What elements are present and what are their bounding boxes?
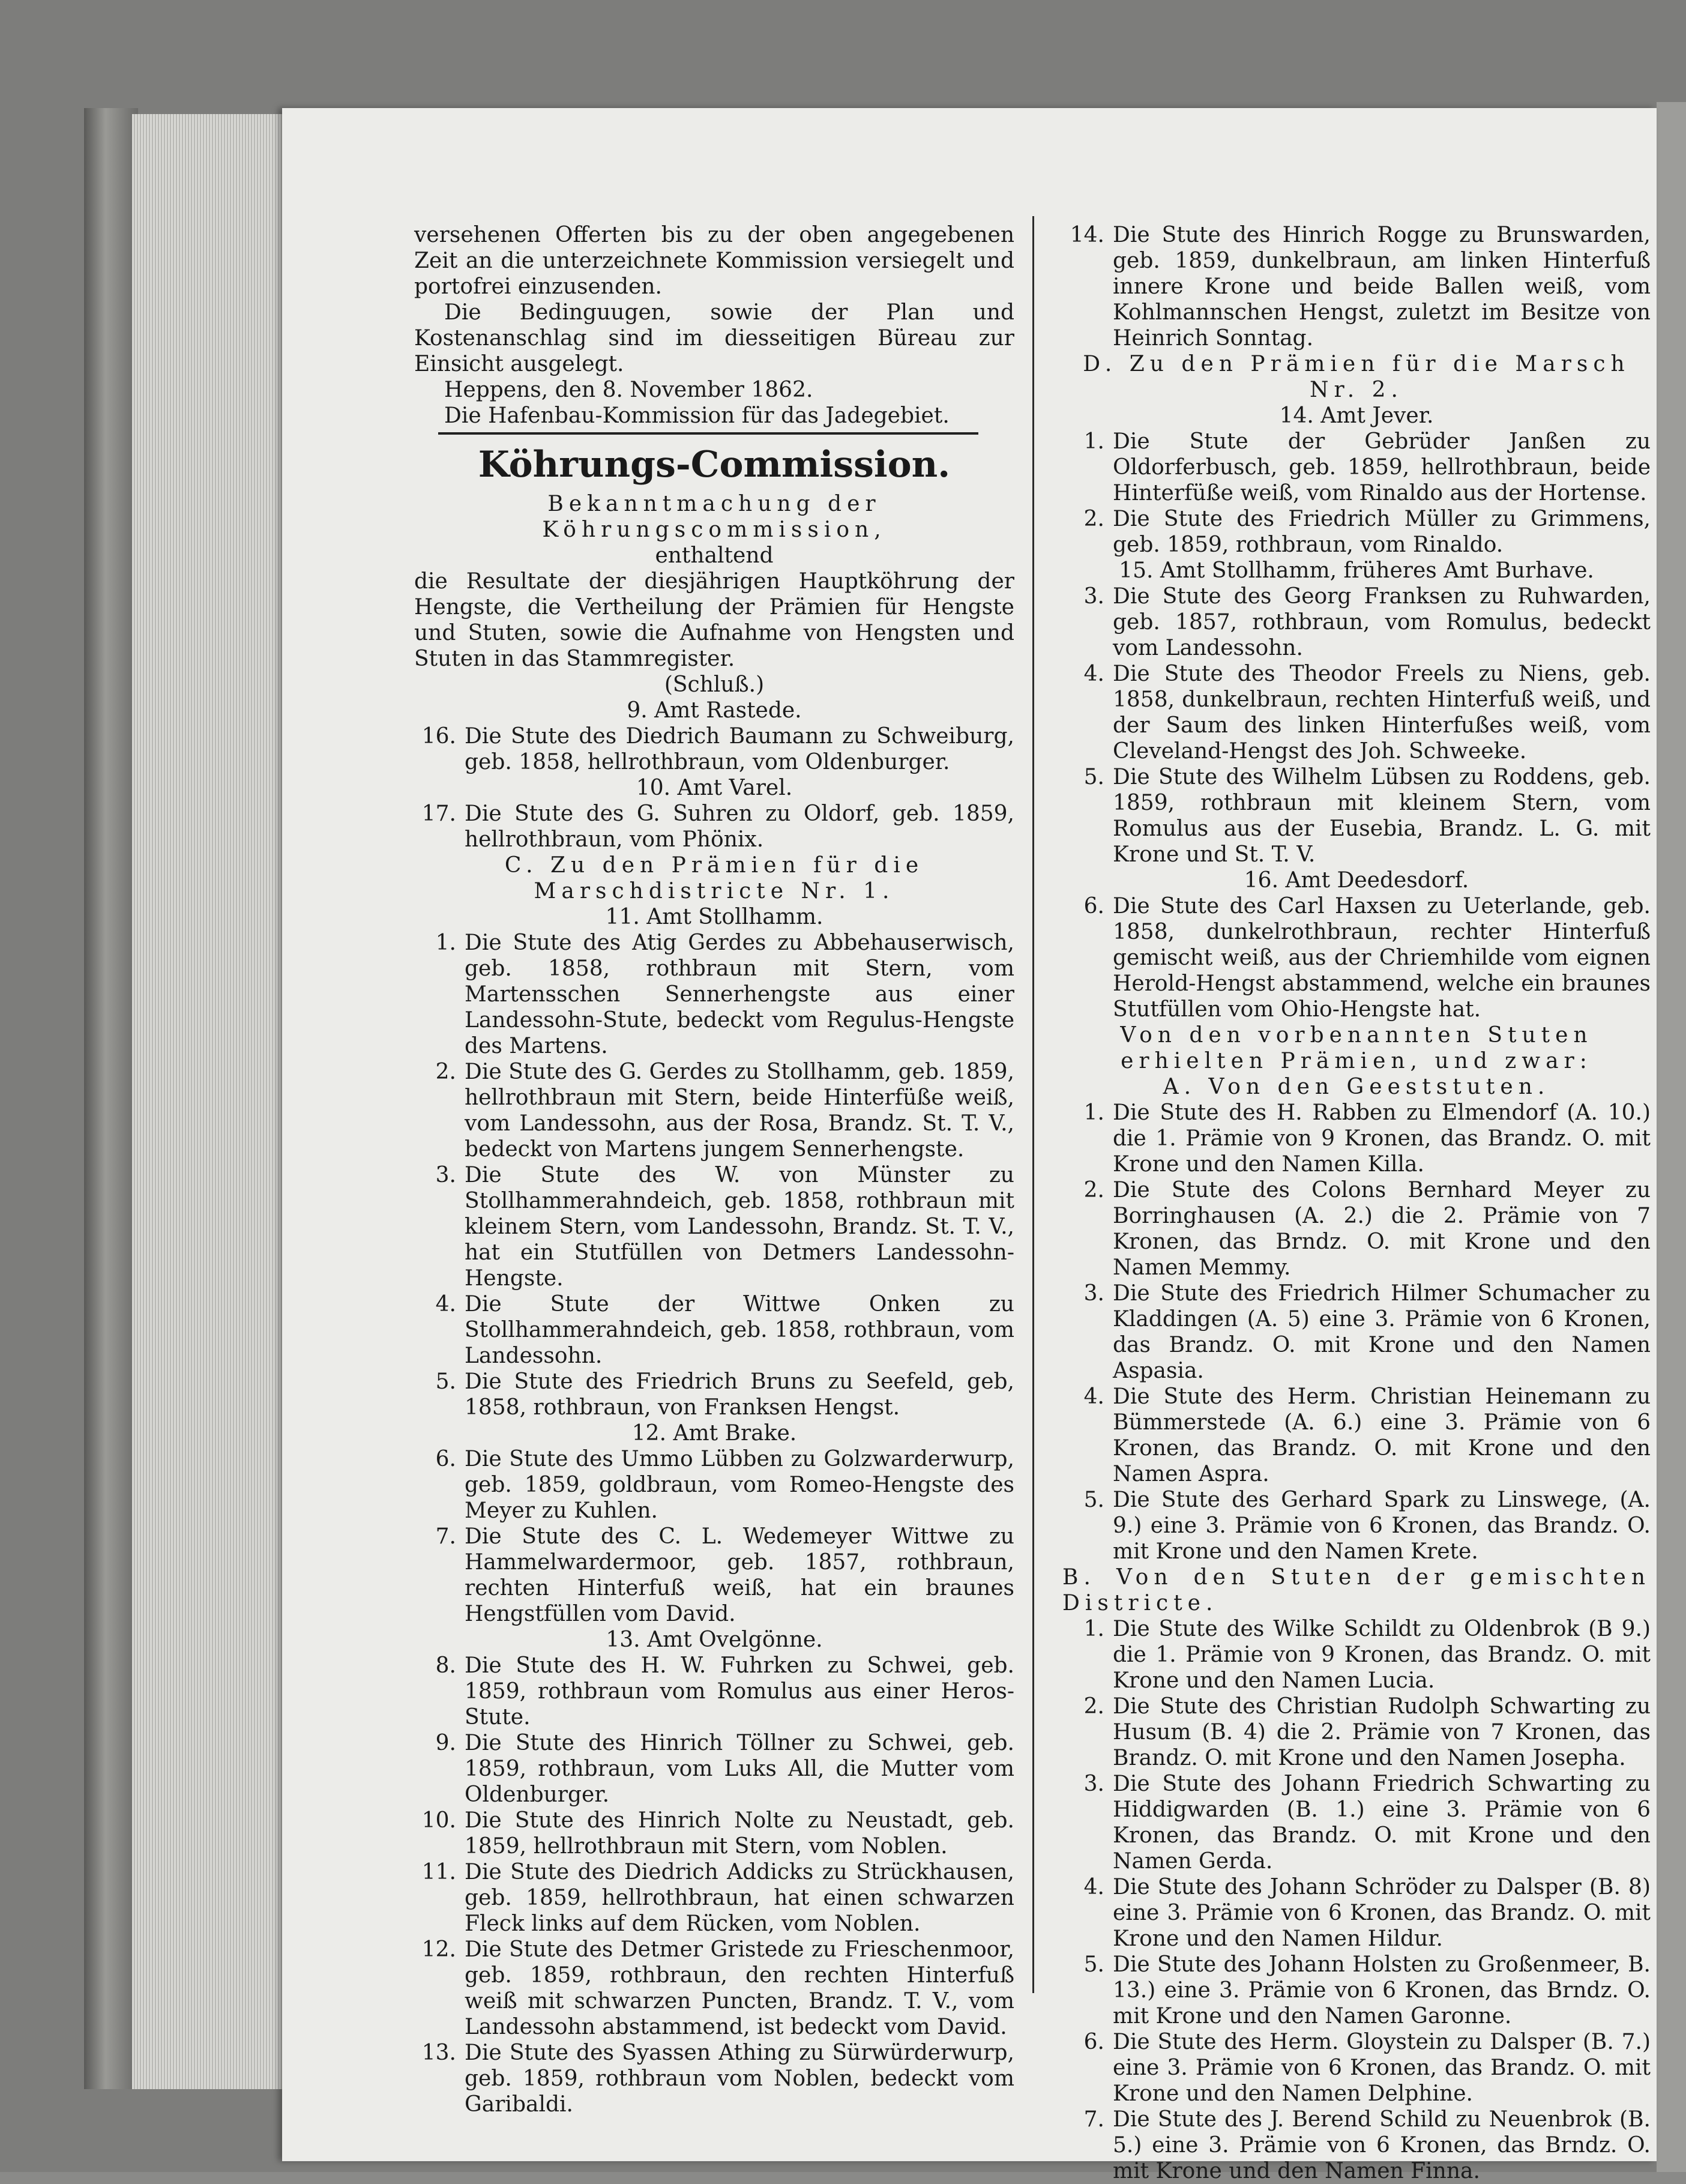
book-binding bbox=[84, 108, 138, 2089]
intro-date: Heppens, den 8. November 1862. bbox=[444, 378, 813, 402]
amt-heading: 13. Amt Ovelgönne. bbox=[606, 1627, 823, 1652]
list-item: 4. Die Stute des Herm. Christian Heinemann zu Bümmerstede (A. 6.) eine 3. Prämie von 6 Kronen, das Brandz. O. mit Krone und den Namen Aspra. bbox=[1083, 1384, 1651, 1486]
list-item: 4. Die Stute des Johann Schröder zu Dalsper (B. 8) eine 3. Prämie von 6 Kronen, das Brandz. O. mit Krone und den Namen Hildur. bbox=[1083, 1875, 1651, 1951]
section-c-heading: C. Zu den Prämien für die Marschdistricte Nr. 1. bbox=[504, 853, 924, 903]
amt-heading: 12. Amt Brake. bbox=[631, 1421, 797, 1446]
intro-signature: Die Hafenbau-Kommission für das Jadegebiet. bbox=[444, 403, 950, 428]
list-item: 11. Die Stute des Diedrich Addicks zu Strückhausen, geb. 1859, hellrothbraun, hat einen schwarzen Fleck links auf dem Rücken, vom Noblen. bbox=[421, 1860, 1014, 1936]
list-item: 6. Die Stute des Carl Haxsen zu Ueterlande, geb. 1858, dunkelrothbraun, rechter Hinterfuß gemischt weiß, aus der Chriemhilde vom eignen Herold-Hengst abstammend, welche ein braunes Stutfüllen vom Ohio-Hengste hat. bbox=[1083, 894, 1651, 1022]
list-item: 12. Die Stute des Detmer Gristede zu Frieschenmoor, geb. 1859, rothbraun, den rechten Hinterfuß weiß mit schwarzen Puncten, Brandz. T. V., vom Landessohn abstammend, ist bedeckt vom David. bbox=[421, 1937, 1014, 2039]
section-a-heading: A. Von den Geeststuten. bbox=[1163, 1075, 1550, 1099]
announcement-title: Bekanntmachung der Köhrungscommission, bbox=[542, 492, 887, 542]
list-item: 6. Die Stute des Herm. Gloystein zu Dalsper (B. 7.) eine 3. Prämie von 6 Kronen, das Brandz. O. mit Krone und den Namen Delphine. bbox=[1083, 2030, 1651, 2106]
list-item: 17. Die Stute des G. Suhren zu Oldorf, geb. 1859, hellrothbraun, vom Phönix. bbox=[421, 801, 1014, 852]
list-item: 5. Die Stute des Johann Holsten zu Großenmeer, B. 13.) eine 3. Prämie von 6 Kronen, das Brndz. O. mit Krone und den Namen Garonne. bbox=[1083, 1952, 1651, 2029]
list-item: 3. Die Stute des Georg Franksen zu Ruhwarden, geb. 1857, rothbraun, vom Romulus, bedeckt vom Landessohn. bbox=[1083, 584, 1651, 660]
right-column bbox=[1062, 222, 1651, 2184]
list-item: 2. Die Stute des G. Gerdes zu Stollhamm, geb. 1859, hellrothbraun mit Stern, beide Hinterfüße weiß, vom Landessohn, aus der Rosa, Brandz. St. T. V., bedeckt von Martens jungem Sennerhengste. bbox=[435, 1060, 1014, 1162]
praemien-heading: Von den vorbenannten Stuten erhielten Prämien, und zwar: bbox=[1120, 1023, 1593, 1073]
list-item: 1. Die Stute des Wilke Schildt zu Oldenbrok (B 9.) die 1. Prämie von 9 Kronen, das Brandz. O. mit Krone und den Namen Lucia. bbox=[1083, 1617, 1651, 1693]
amt-heading: 15. Amt Stollhamm, früheres Amt Burhave. bbox=[1119, 558, 1594, 583]
list-item: 7. Die Stute des C. L. Wedemeyer Wittwe zu Hammelwardermoor, geb. 1857, rothbraun, rechten Hinterfuß weiß, hat ein braunes Hengstfüllen vom David. bbox=[435, 1524, 1014, 1626]
announcement-sub: enthaltend bbox=[655, 543, 774, 568]
list-item: 3. Die Stute des W. von Münster zu Stollhammerahndeich, geb. 1858, rothbraun mit kleinem Stern, vom Landessohn, Brandz. St. T. V., hat ein Stutfüllen von Detmers Landessohn-Hengste. bbox=[435, 1163, 1014, 1291]
list-item: 4. Die Stute der Wittwe Onken zu Stollhammerahndeich, geb. 1858, rothbraun, vom Landessohn. bbox=[435, 1292, 1014, 1368]
announcement-body: die Resultate der diesjährigen Hauptköhrung der Hengste, die Vertheilung der Prämien für Hengste und Stuten, sowie die Aufnahme von Hengsten und Stuten in das Stammregister. bbox=[414, 569, 1014, 671]
amt-heading: 16. Amt Deedesdorf. bbox=[1244, 868, 1469, 893]
list-item: 10. Die Stute des Hinrich Nolte zu Neustadt, geb. 1859, hellrothbraun mit Stern, vom Noblen. bbox=[421, 1808, 1014, 1859]
amt-heading: 11. Amt Stollhamm. bbox=[605, 905, 823, 929]
list-item: 3. Die Stute des Friedrich Hilmer Schumacher zu Kladdingen (A. 5) eine 3. Prämie von 6 Kronen, das Brandz. O. mit Krone und den Namen Aspasia. bbox=[1083, 1281, 1651, 1383]
list-item: 9. Die Stute des Hinrich Töllner zu Schwei, geb. 1859, rothbraun, vom Luks All, die Mutter vom Oldenburger. bbox=[435, 1731, 1014, 1807]
list-item: 2. Die Stute des Christian Rudolph Schwarting zu Husum (B. 4) die 2. Prämie von 7 Kronen, das Brandz. O. mit Krone und den Namen Josepha. bbox=[1083, 1694, 1651, 1770]
list-item: 4. Die Stute des Theodor Freels zu Niens, geb. 1858, dunkelbraun, rechten Hinterfuß weiß, und der Saum des linken Hinterfußes weiß, vom Cleveland-Hengst des Joh. Schweeke. bbox=[1083, 662, 1651, 764]
list-item: 1. Die Stute des H. Rabben zu Elmendorf (A. 10.) die 1. Prämie von 9 Kronen, das Brandz. O. mit Krone und den Namen Killa. bbox=[1083, 1100, 1651, 1177]
right-page-edge bbox=[1657, 102, 1686, 2172]
list-item: 13. Die Stute des Syassen Athing zu Sürwürderwurp, geb. 1859, rothbraun vom Noblen, bedeckt vom Garibaldi. bbox=[421, 2041, 1014, 2117]
list-item: 3. Die Stute des Johann Friedrich Schwarting zu Hiddigwarden (B. 1.) eine 3. Prämie von 6 Kronen, das Brandz. O. mit Krone und den Namen Gerda. bbox=[1083, 1772, 1651, 1874]
list-item: 8. Die Stute des H. W. Fuhrken zu Schwei, geb. 1859, rothbraun vom Romulus aus einer Heros-Stute. bbox=[435, 1653, 1014, 1730]
list-item: 1. Die Stute des Atig Gerdes zu Abbehauserwisch, geb. 1858, rothbraun mit Stern, vom Martensschen Sennerhengste aus einer Landessohn-Stute, bedeckt vom Regulus-Hengste des Martens. bbox=[435, 931, 1014, 1058]
column-divider bbox=[1032, 216, 1034, 1993]
amt-heading: 9. Amt Rastede. bbox=[627, 698, 802, 723]
list-item: 1. Die Stute der Gebrüder Janßen zu Oldorferbusch, geb. 1859, hellrothbraun, beide Hinterfüße weiß, vom Rinaldo aus der Hortense. bbox=[1083, 429, 1651, 505]
left-column bbox=[414, 222, 1014, 2117]
list-item: 14. Die Stute des Hinrich Rogge zu Brunswarden, geb. 1859, dunkelbraun, am linken Hinterfuß innere Krone und beide Ballen weiß, vom Kohlmannschen Hengst, zuletzt im Besitze von Heinrich Sonntag. bbox=[1070, 223, 1651, 351]
intro-text: versehenen Offerten bis zu der oben angegebenen Zeit an die unterzeichnete Kommission versiegelt und portofrei einzusenden. bbox=[414, 223, 1014, 299]
section-d-heading: D. Zu den Prämien für die Marsch Nr. 2. bbox=[1083, 352, 1630, 402]
section-b-heading: B. Von den Stuten der gemischten Districte. bbox=[1062, 1565, 1651, 1615]
list-item: 16. Die Stute des Diedrich Baumann zu Schweiburg, geb. 1858, hellrothbraun, vom Oldenburger. bbox=[421, 724, 1014, 774]
section-rule bbox=[438, 432, 978, 435]
list-item: 2. Die Stute des Colons Bernhard Meyer zu Borringhausen (A. 2.) die 2. Prämie von 7 Kronen, das Brndz. O. mit Krone und den Namen Memmy. bbox=[1083, 1178, 1651, 1280]
list-amt11 bbox=[414, 930, 1014, 1420]
page-stack-edge bbox=[132, 114, 294, 2089]
list-item: 7. Die Stute des J. Berend Schild zu Neuenbrok (B. 5.) eine 3. Prämie von 6 Kronen, das Brndz. O. mit Krone und den Namen Finna. bbox=[1083, 2107, 1651, 2183]
list-item: 5. Die Stute des Friedrich Bruns zu Seefeld, geb, 1858, rothbraun, von Franksen Hengst. bbox=[435, 1369, 1014, 1420]
amt-heading: 10. Amt Varel. bbox=[636, 776, 793, 800]
list-item: 2. Die Stute des Friedrich Müller zu Grimmens, geb. 1859, rothbraun, vom Rinaldo. bbox=[1083, 507, 1651, 557]
announcement-conclusion: (Schluß.) bbox=[664, 672, 765, 697]
section-heading: Köhrungs-Commission. bbox=[478, 444, 951, 486]
intro-conditions: Die Bedinguugen, sowie der Plan und Kostenanschlag sind im diesseitigen Büreau zur Einsicht ausgelegt. bbox=[414, 300, 1014, 376]
list-item: 6. Die Stute des Ummo Lübben zu Golzwarderwurp, geb. 1859, goldbraun, vom Romeo-Hengste des Meyer zu Kuhlen. bbox=[435, 1447, 1014, 1523]
amt-heading: 14. Amt Jever. bbox=[1279, 403, 1434, 428]
list-item: 5. Die Stute des Wilhelm Lübsen zu Roddens, geb. 1859, rothbraun mit kleinem Stern, vom Romulus aus der Eusebia, Brandz. L. G. mit Krone und St. T. V. bbox=[1083, 765, 1651, 867]
list-item: 5. Die Stute des Gerhard Spark zu Linswege, (A. 9.) eine 3. Prämie von 6 Kronen, das Brandz. O. mit Krone und den Namen Krete. bbox=[1083, 1488, 1651, 1564]
